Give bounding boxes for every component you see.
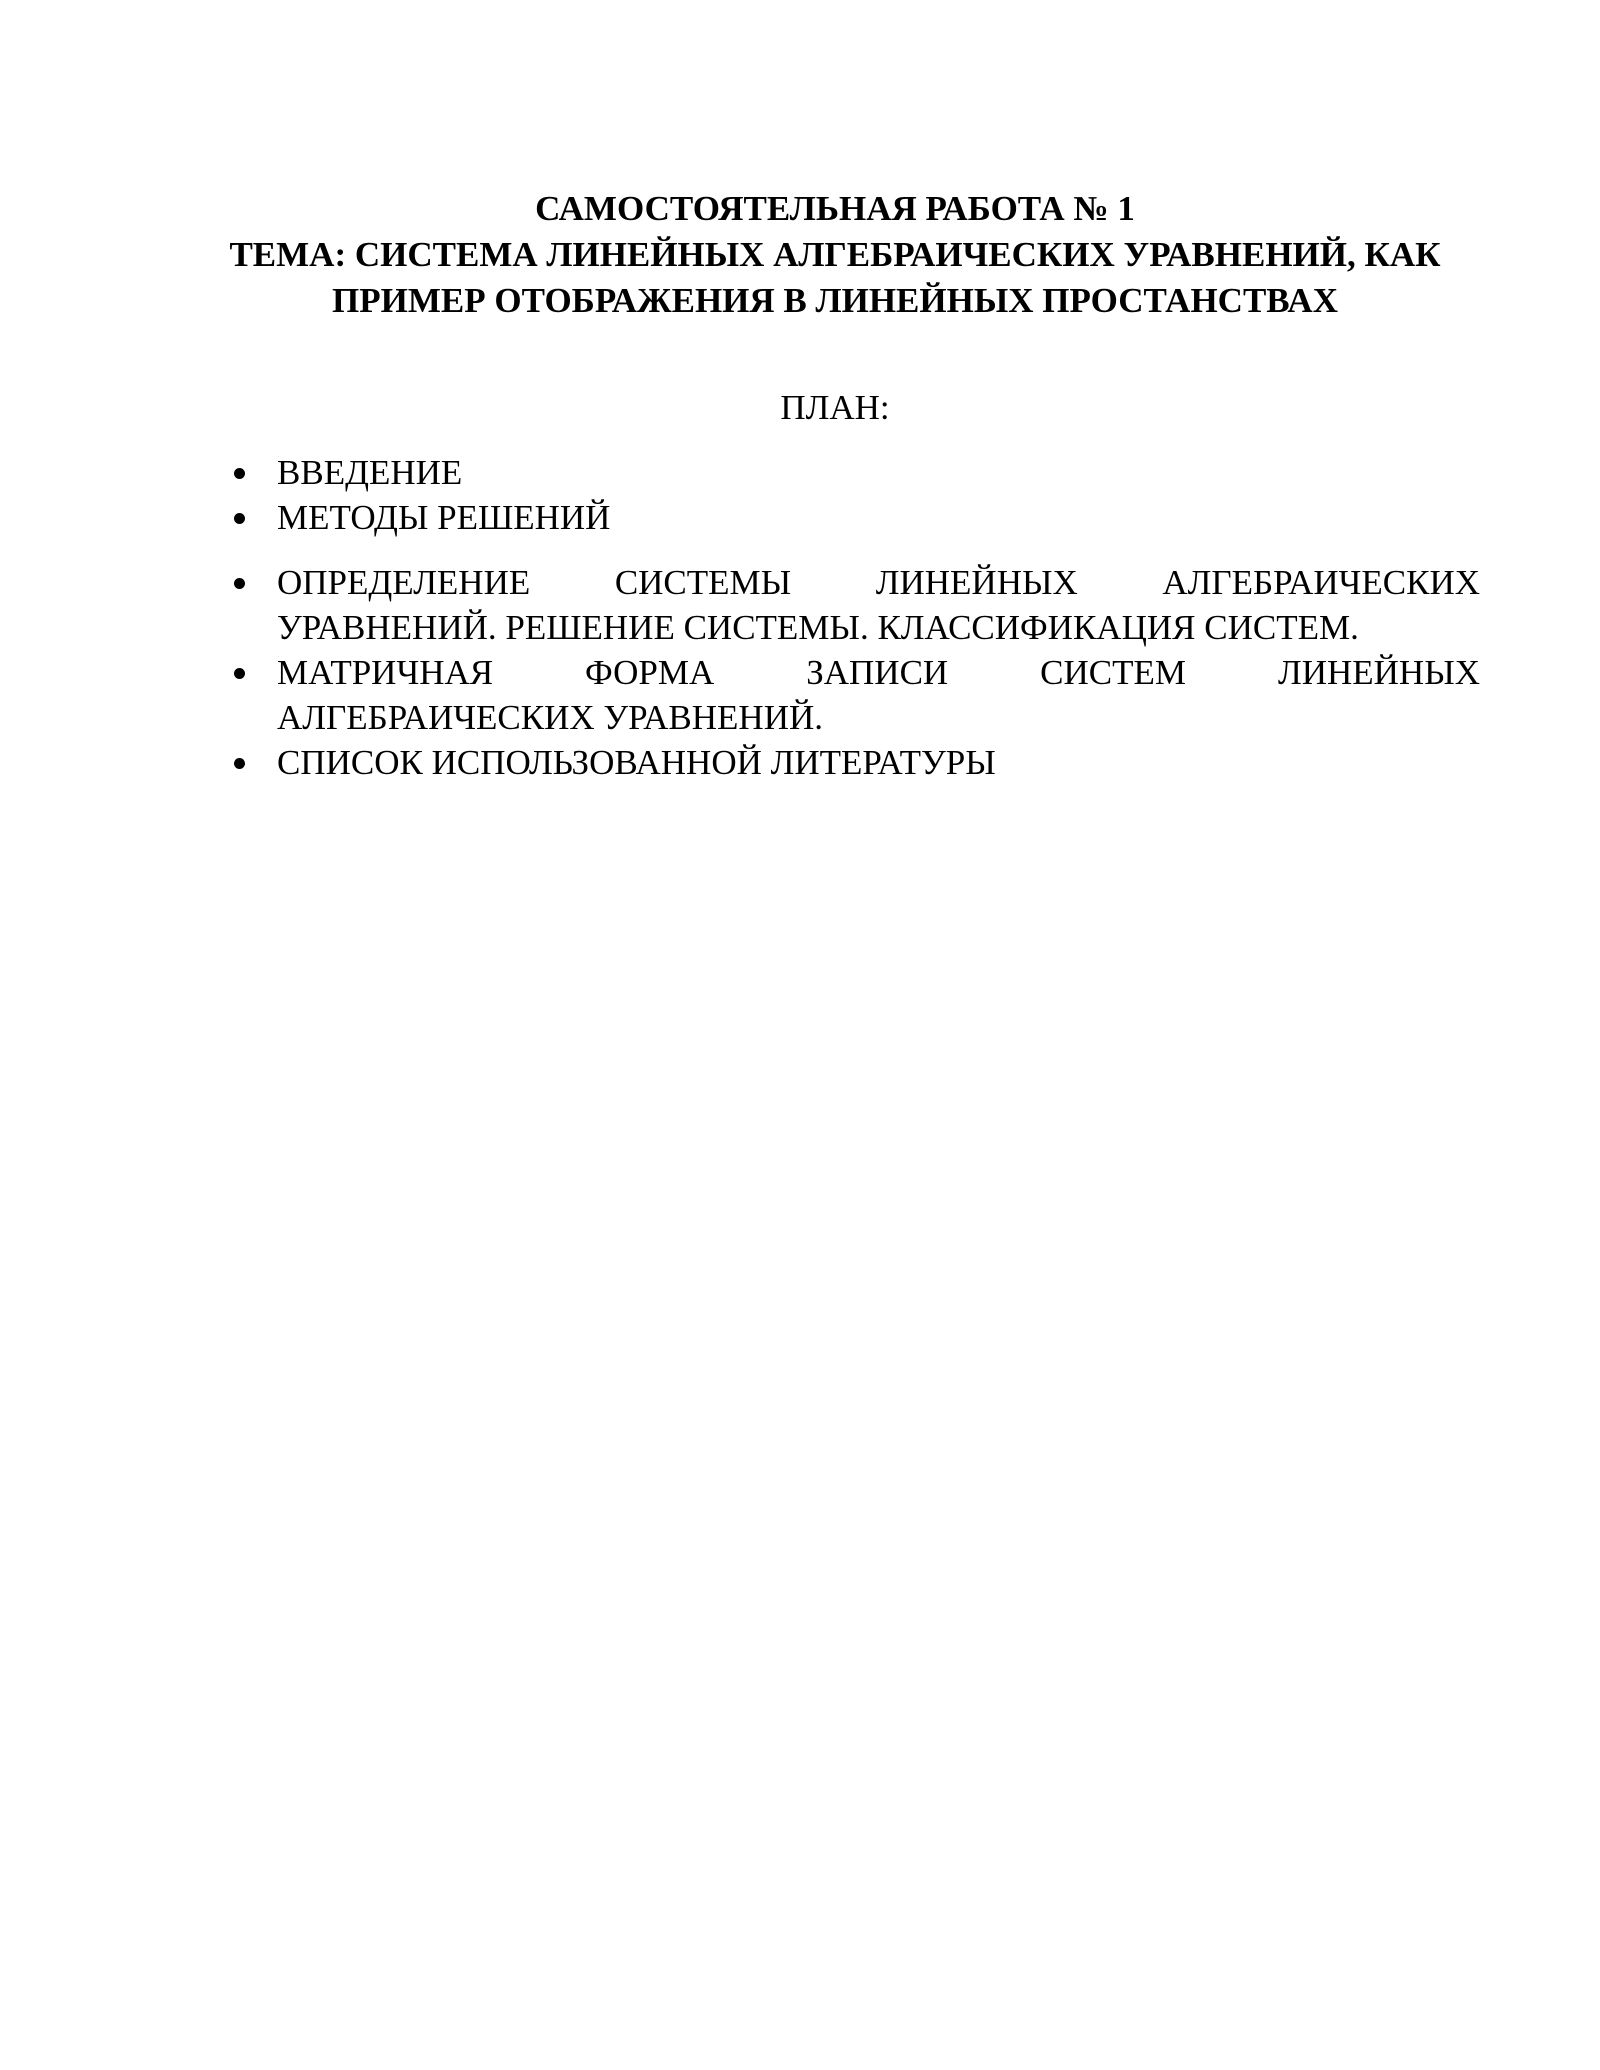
list-item <box>229 650 1480 740</box>
title-line: ПРИМЕР ОТОБРАЖЕНИЯ В ЛИНЕЙНЫХ ПРОСТАНСТВАХ <box>332 281 1338 320</box>
bullet-icon <box>234 668 245 679</box>
list-item-line: УРАВНЕНИЙ. РЕШЕНИЕ СИСТЕМЫ. КЛАССИФИКАЦИЯ СИСТЕМ. <box>277 608 1359 647</box>
list-item <box>229 450 1480 495</box>
list-item-text: СПИСОК ИСПОЛЬЗОВАННОЙ ЛИТЕРАТУРЫ <box>277 743 996 782</box>
bullet-icon <box>234 758 245 769</box>
list-item-text: ВВЕДЕНИЕ <box>277 453 463 492</box>
list-item <box>229 740 1480 785</box>
list-item <box>229 495 1480 540</box>
list-item-line: МАТРИЧНАЯ ФОРМА ЗАПИСИ СИСТЕМ ЛИНЕЙНЫХ <box>277 653 1480 692</box>
list-item-line: ОПРЕДЕЛЕНИЕ СИСТЕМЫ ЛИНЕЙНЫХ АЛГЕБРАИЧЕСКИХ <box>277 563 1480 602</box>
list-item-text <box>277 650 1480 740</box>
list-item <box>229 560 1480 650</box>
document-title <box>190 186 1480 324</box>
bullet-icon <box>234 513 245 524</box>
list-item-text <box>277 560 1480 650</box>
plan-heading: ПЛАН: <box>780 388 890 427</box>
bullet-icon <box>234 578 245 589</box>
bullet-icon <box>234 468 245 479</box>
list-item-line: АЛГЕБРАИЧЕСКИХ УРАВНЕНИЙ. <box>277 698 824 737</box>
plan-list <box>229 450 1480 785</box>
title-line: САМОСТОЯТЕЛЬНАЯ РАБОТА № 1 <box>535 189 1135 228</box>
title-line: ТЕМА: СИСТЕМА ЛИНЕЙНЫХ АЛГЕБРАИЧЕСКИХ УРАВНЕНИЙ, КАК <box>229 235 1441 274</box>
list-item-text: МЕТОДЫ РЕШЕНИЙ <box>277 498 611 537</box>
